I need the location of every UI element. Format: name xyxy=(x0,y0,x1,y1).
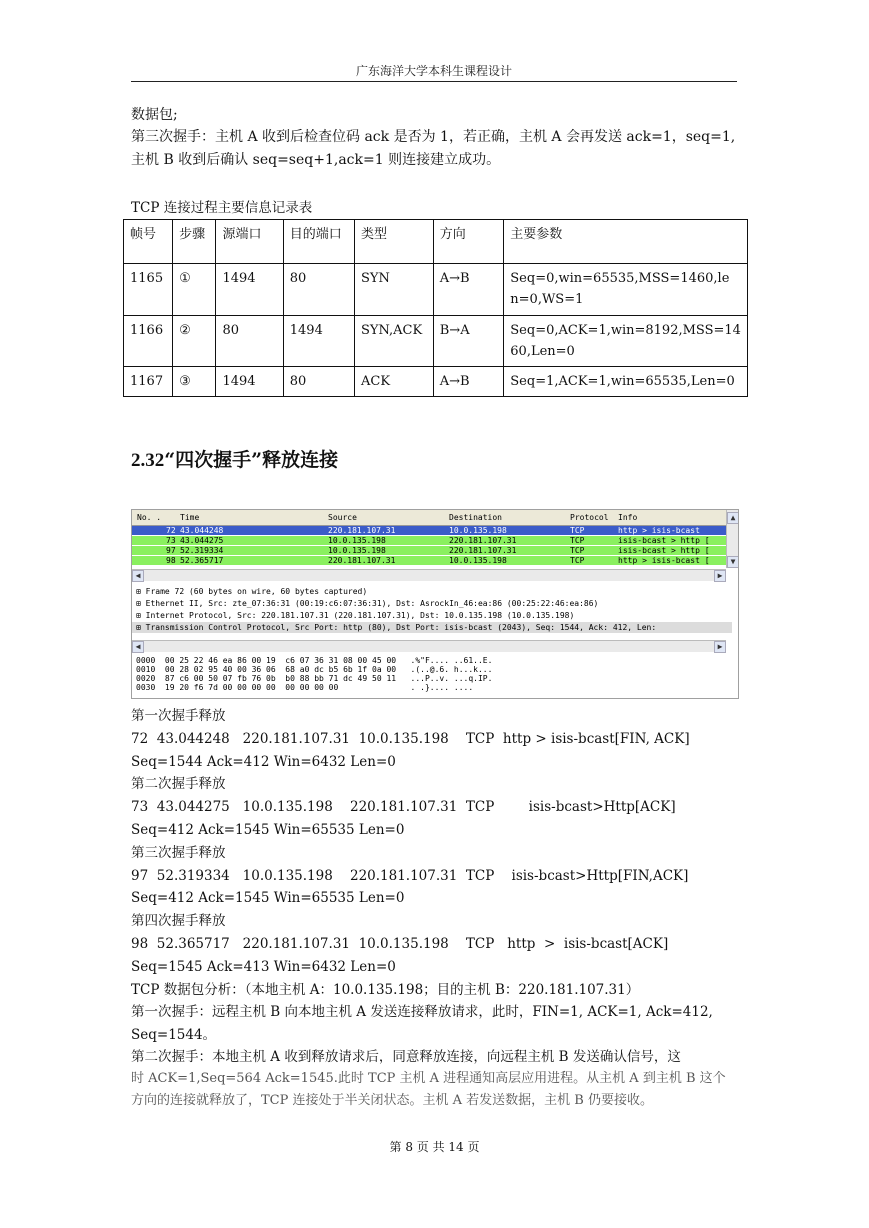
packet-protocol: TCP xyxy=(570,546,585,555)
column-destination[interactable]: Destination xyxy=(449,513,502,522)
cell-step: ③ xyxy=(173,367,216,397)
detail-ip[interactable]: ⊞ Internet Protocol, Src: 220.181.107.31 (220.181.107.31), Dst: 10.0.135.198 (10.0.135.198) xyxy=(136,611,575,620)
release-line: 97 52.319334 10.0.135.198 220.181.107.31 TCP isis-bcast>Http[FIN,ACK] xyxy=(131,868,689,884)
packet-info: isis-bcast > http [ xyxy=(618,536,710,545)
params-line: Seq=0,win=65535,MSS=1460,le xyxy=(510,271,730,286)
header-cell: 源端口 xyxy=(216,220,283,264)
packet-time: 52.365717 xyxy=(180,556,224,565)
packet-destination: 10.0.135.198 xyxy=(449,556,507,565)
table-row xyxy=(124,264,748,316)
release-heading-4: 第四次握手释放 xyxy=(131,913,226,929)
release-line: Seq=1544 Ack=412 Win=6432 Len=0 xyxy=(131,754,396,770)
release-heading-1: 第一次握手释放 xyxy=(131,708,226,724)
hex-line: 0030 19 20 f6 7d 00 00 00 00 00 00 00 00 . .}.... .... xyxy=(136,683,474,692)
intro-line-3: 主机 B 收到后确认 seq=seq+1,ack=1 则连接建立成功。 xyxy=(131,152,501,168)
cell-step: ① xyxy=(173,264,216,316)
cell-dst-port: 1494 xyxy=(283,316,354,367)
packet-info: isis-bcast > http [ xyxy=(618,546,710,555)
cell-type: SYN xyxy=(354,264,433,316)
packet-row[interactable] xyxy=(132,546,726,555)
header-cell: 帧号 xyxy=(124,220,173,264)
column-protocol[interactable]: Protocol xyxy=(570,513,609,522)
hex-line: 0020 87 c6 00 50 07 fb 76 0b b0 88 bb 71 dc 49 50 11 ...P..v. ...q.IP. xyxy=(136,674,493,683)
cell-params xyxy=(504,264,748,316)
scroll-right-icon[interactable]: ▶ xyxy=(714,641,726,653)
header-cell: 主要参数 xyxy=(504,220,748,264)
packet-no: 72 xyxy=(166,526,176,535)
table-row xyxy=(124,367,748,397)
cell-frame: 1166 xyxy=(124,316,173,367)
packet-destination: 220.181.107.31 xyxy=(449,546,517,555)
handshake-table xyxy=(123,219,748,397)
header-cell: 类型 xyxy=(354,220,433,264)
cell-direction: A→B xyxy=(433,367,504,397)
scroll-right-icon[interactable]: ▶ xyxy=(714,570,726,582)
cell-src-port: 1494 xyxy=(216,264,283,316)
packet-list-header xyxy=(132,510,726,526)
scroll-left-icon[interactable]: ◀ xyxy=(132,641,144,653)
packet-row[interactable] xyxy=(132,556,726,565)
detail-hscroll[interactable] xyxy=(132,640,726,652)
cell-dst-port: 80 xyxy=(283,264,354,316)
table-caption: TCP 连接过程主要信息记录表 xyxy=(131,200,313,216)
analysis-line: TCP 数据包分析：（本地主机 A：10.0.135.198；目的主机 B：220.181.107.31） xyxy=(131,982,640,998)
column-source[interactable]: Source xyxy=(328,513,357,522)
intro-line-1: 数据包; xyxy=(131,107,178,123)
table-row xyxy=(124,316,748,367)
packet-protocol: TCP xyxy=(570,526,585,535)
cell-src-port: 1494 xyxy=(216,367,283,397)
cell-step: ② xyxy=(173,316,216,367)
column-time[interactable]: Time xyxy=(180,513,200,522)
section-number: 2.32 xyxy=(131,450,165,471)
section-heading xyxy=(131,445,338,472)
cell-frame: 1165 xyxy=(124,264,173,316)
packet-time: 43.044248 xyxy=(180,526,224,535)
cell-src-port: 80 xyxy=(216,316,283,367)
wireshark-screenshot xyxy=(131,509,739,699)
header-cell: 步骤 xyxy=(173,220,216,264)
params-line: n=0,WS=1 xyxy=(510,292,584,307)
hex-line: 0010 00 28 02 95 40 00 36 06 68 a0 dc b5 6b 1f 0a 00 .(..@.6. h...k... xyxy=(136,665,493,674)
packet-protocol: TCP xyxy=(570,536,585,545)
packet-destination: 220.181.107.31 xyxy=(449,536,517,545)
release-line: 98 52.365717 220.181.107.31 10.0.135.198 TCP http > isis-bcast[ACK] xyxy=(131,936,669,952)
release-heading-3: 第三次握手释放 xyxy=(131,845,226,861)
packet-source: 10.0.135.198 xyxy=(328,546,386,555)
cell-dst-port: 80 xyxy=(283,367,354,397)
hex-line: 0000 00 25 22 46 ea 86 00 19 c6 07 36 31 08 00 45 00 .%"F.... ..61..E. xyxy=(136,656,493,665)
packet-source: 10.0.135.198 xyxy=(328,536,386,545)
page-footer: 第 8 页 共 14 页 xyxy=(389,1140,480,1154)
packet-source: 220.181.107.31 xyxy=(328,556,396,565)
column-info[interactable]: Info xyxy=(618,513,638,522)
scroll-down-icon[interactable]: ▼ xyxy=(727,556,739,568)
packet-info: http > isis-bcast xyxy=(618,526,700,535)
analysis-line: 第一次握手：远程主机 B 向本地主机 A 发送连接释放请求，此时，FIN=1, ACK=1, Ack=412, xyxy=(131,1004,713,1020)
packet-no: 73 xyxy=(166,536,176,545)
column-no[interactable]: No. . xyxy=(137,513,162,522)
packet-no: 98 xyxy=(166,556,176,565)
release-line: Seq=412 Ack=1545 Win=65535 Len=0 xyxy=(131,822,405,838)
release-line: Seq=412 Ack=1545 Win=65535 Len=0 xyxy=(131,890,405,906)
packet-no: 97 xyxy=(166,546,176,555)
params-line: Seq=0,ACK=1,win=8192,MSS=14 xyxy=(510,323,741,338)
analysis-line: 方向的连接就释放了，TCP 连接处于半关闭状态。主机 A 若发送数据，主机 B 仍要接收。 xyxy=(131,1093,653,1108)
packet-list-vscroll[interactable] xyxy=(726,510,738,568)
cell-direction: A→B xyxy=(433,264,504,316)
header-cell: 方向 xyxy=(433,220,504,264)
cell-frame: 1167 xyxy=(124,367,173,397)
packet-destination: 10.0.135.198 xyxy=(449,526,507,535)
scroll-left-icon[interactable]: ◀ xyxy=(132,570,144,582)
intro-line-2: 第三次握手：主机 A 收到后检查位码 ack 是否为 1，若正确，主机 A 会再发送 ack=1，seq=1, xyxy=(131,129,736,145)
release-line: Seq=1545 Ack=413 Win=6432 Len=0 xyxy=(131,959,396,975)
packet-time: 43.044275 xyxy=(180,536,224,545)
packet-time: 52.319334 xyxy=(180,546,224,555)
analysis-line: Seq=1544。 xyxy=(131,1027,217,1043)
detail-tcp[interactable]: ⊞ Transmission Control Protocol, Src Port: http (80), Dst Port: isis-bcast (2043), Seq: 1544, Ack: 412, Len: xyxy=(132,622,732,633)
cell-type: SYN,ACK xyxy=(354,316,433,367)
detail-ethernet[interactable]: ⊞ Ethernet II, Src: zte_07:36:31 (00:19:c6:07:36:31), Dst: AsrockIn_46:ea:86 (00:25:22:46:ea:86) xyxy=(136,599,599,608)
params-line: Seq=1,ACK=1,win=65535,Len=0 xyxy=(510,374,735,389)
table-header-row xyxy=(124,220,748,264)
header-cell: 目的端口 xyxy=(283,220,354,264)
cell-direction: B→A xyxy=(433,316,504,367)
packet-row[interactable] xyxy=(132,536,726,545)
scroll-up-icon[interactable]: ▲ xyxy=(727,512,739,524)
header-rule xyxy=(131,81,737,82)
analysis-line: 第二次握手：本地主机 A 收到释放请求后，同意释放连接，向远程主机 B 发送确认信号，这 xyxy=(131,1049,681,1065)
cell-type: ACK xyxy=(354,367,433,397)
detail-frame[interactable]: ⊞ Frame 72 (60 bytes on wire, 60 bytes captured) xyxy=(136,587,368,596)
packet-row-selected[interactable] xyxy=(132,526,726,535)
packet-source: 220.181.107.31 xyxy=(328,526,396,535)
packet-info: http > isis-bcast [ xyxy=(618,556,710,565)
packet-list-hscroll[interactable] xyxy=(132,569,726,581)
cell-params xyxy=(504,367,748,397)
release-line: 73 43.044275 10.0.135.198 220.181.107.31 TCP isis-bcast>Http[ACK] xyxy=(131,799,676,815)
page-header: 广东海洋大学本科生课程设计 xyxy=(355,64,512,78)
release-heading-2: 第二次握手释放 xyxy=(131,776,226,792)
analysis-line: 时 ACK=1,Seq=564 Ack=1545.此时 TCP 主机 A 进程通知高层应用进程。从主机 A 到主机 B 这个 xyxy=(131,1071,726,1086)
packet-protocol: TCP xyxy=(570,556,585,565)
section-title: “四次握手”释放连接 xyxy=(164,449,339,471)
params-line: 60,Len=0 xyxy=(510,344,575,359)
cell-params xyxy=(504,316,748,367)
release-line: 72 43.044248 220.181.107.31 10.0.135.198 TCP http > isis-bcast[FIN, ACK] xyxy=(131,731,690,747)
